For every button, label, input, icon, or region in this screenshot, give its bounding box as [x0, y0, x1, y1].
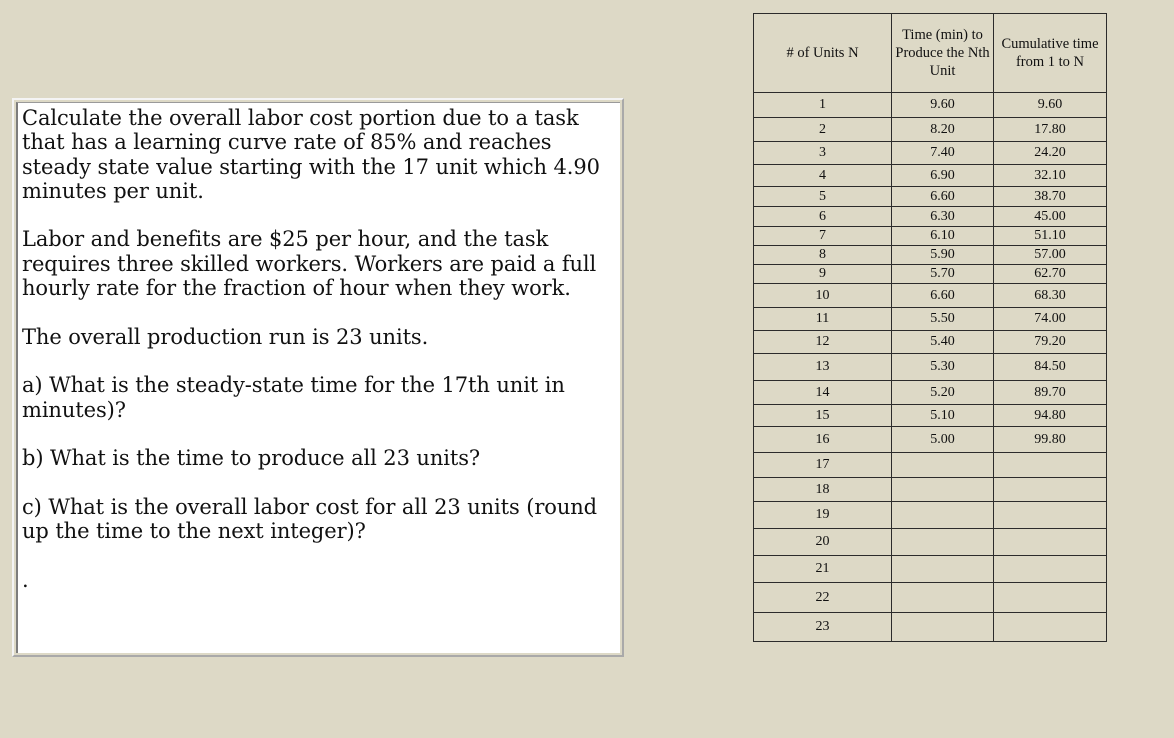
table-row — [754, 613, 1107, 642]
cell-unit-time: 5.30 — [892, 354, 994, 381]
problem-paragraph-intro: Calculate the overall labor cost portion due to a task that has a learning curve rate of 85% and reaches steady state value starting with the 17 unit which 4.90 minutes per unit. — [22, 106, 600, 203]
cell-unit-number: 8 — [754, 246, 892, 265]
question-b: b) What is the time to produce all 23 units? — [22, 446, 481, 471]
cell-cumulative-time: 57.00 — [994, 246, 1107, 265]
trailing-period: . — [22, 567, 29, 592]
cell-unit-time: 8.20 — [892, 118, 994, 142]
cell-unit-time: 6.30 — [892, 207, 994, 227]
cell-unit-number: 23 — [754, 613, 892, 642]
problem-paragraph-run: The overall production run is 23 units. — [22, 324, 429, 349]
cell-cumulative-time — [994, 556, 1107, 583]
cell-cumulative-time: 84.50 — [994, 354, 1107, 381]
cell-cumulative-time: 79.20 — [994, 331, 1107, 354]
header-units: # of Units N — [754, 14, 892, 93]
cell-unit-number: 5 — [754, 187, 892, 207]
cell-unit-time — [892, 478, 994, 502]
cell-unit-number: 3 — [754, 142, 892, 165]
cell-unit-number: 11 — [754, 308, 892, 331]
cell-unit-number: 6 — [754, 207, 892, 227]
cell-cumulative-time — [994, 613, 1107, 642]
cell-cumulative-time: 89.70 — [994, 381, 1107, 405]
cell-unit-time: 7.40 — [892, 142, 994, 165]
cell-unit-time — [892, 556, 994, 583]
cell-unit-number: 1 — [754, 93, 892, 118]
cell-unit-number: 12 — [754, 331, 892, 354]
table-body — [754, 93, 1107, 642]
table-row — [754, 165, 1107, 187]
cell-unit-time: 5.40 — [892, 331, 994, 354]
problem-text — [16, 102, 620, 653]
cell-cumulative-time — [994, 583, 1107, 613]
cell-cumulative-time: 38.70 — [994, 187, 1107, 207]
cell-cumulative-time: 94.80 — [994, 405, 1107, 427]
cell-unit-time: 6.60 — [892, 187, 994, 207]
table-row — [754, 478, 1107, 502]
cell-cumulative-time: 74.00 — [994, 308, 1107, 331]
table-row — [754, 354, 1107, 381]
table-row — [754, 207, 1107, 227]
cell-cumulative-time: 9.60 — [994, 93, 1107, 118]
table-row — [754, 405, 1107, 427]
table-row — [754, 529, 1107, 556]
cell-unit-number: 4 — [754, 165, 892, 187]
cell-unit-time: 5.90 — [892, 246, 994, 265]
table-row — [754, 427, 1107, 453]
question-c: c) What is the overall labor cost for all 23 units (round up the time to the next integer)? — [22, 494, 598, 544]
cell-cumulative-time — [994, 529, 1107, 556]
cell-unit-number: 19 — [754, 502, 892, 529]
header-cumulative-time: Cumulative time from 1 to N — [994, 14, 1107, 93]
cell-cumulative-time: 17.80 — [994, 118, 1107, 142]
cell-cumulative-time: 24.20 — [994, 142, 1107, 165]
table-row — [754, 331, 1107, 354]
cell-unit-number: 20 — [754, 529, 892, 556]
cell-unit-time — [892, 502, 994, 529]
cell-unit-number: 16 — [754, 427, 892, 453]
table-row — [754, 187, 1107, 207]
cell-unit-number: 17 — [754, 453, 892, 478]
cell-unit-number: 22 — [754, 583, 892, 613]
cell-unit-number: 13 — [754, 354, 892, 381]
cell-cumulative-time: 62.70 — [994, 265, 1107, 284]
table-header-row — [754, 14, 1107, 93]
table-row — [754, 556, 1107, 583]
table-row — [754, 308, 1107, 331]
cell-cumulative-time: 68.30 — [994, 284, 1107, 308]
cell-unit-time: 6.60 — [892, 284, 994, 308]
cell-cumulative-time: 45.00 — [994, 207, 1107, 227]
cell-unit-time: 9.60 — [892, 93, 994, 118]
cell-unit-number: 21 — [754, 556, 892, 583]
cell-cumulative-time: 32.10 — [994, 165, 1107, 187]
question-a: a) What is the steady-state time for the 17th unit in minutes)? — [22, 373, 565, 422]
cell-unit-number: 18 — [754, 478, 892, 502]
cell-unit-time: 5.10 — [892, 405, 994, 427]
table-row — [754, 583, 1107, 613]
cell-unit-number: 9 — [754, 265, 892, 284]
table-row — [754, 381, 1107, 405]
table-row — [754, 265, 1107, 284]
table-row — [754, 93, 1107, 118]
cell-unit-time: 6.90 — [892, 165, 994, 187]
table-row — [754, 284, 1107, 308]
table-row — [754, 246, 1107, 265]
cell-unit-time — [892, 453, 994, 478]
cell-unit-number: 2 — [754, 118, 892, 142]
cell-unit-time — [892, 583, 994, 613]
cell-cumulative-time — [994, 453, 1107, 478]
problem-textarea[interactable] — [12, 98, 624, 657]
cell-unit-number: 10 — [754, 284, 892, 308]
table-row — [754, 142, 1107, 165]
cell-unit-time: 5.00 — [892, 427, 994, 453]
table-row — [754, 118, 1107, 142]
cell-cumulative-time — [994, 502, 1107, 529]
cell-cumulative-time: 51.10 — [994, 227, 1107, 246]
cell-unit-time — [892, 529, 994, 556]
learning-curve-table — [753, 13, 1107, 642]
cell-unit-number: 15 — [754, 405, 892, 427]
problem-paragraph-labor: Labor and benefits are $25 per hour, and the task requires three skilled workers. Workers are paid a full hourly rate for the fraction of hour when they work. — [22, 227, 597, 301]
cell-unit-number: 14 — [754, 381, 892, 405]
table-row — [754, 227, 1107, 246]
cell-unit-number: 7 — [754, 227, 892, 246]
cell-unit-time: 5.50 — [892, 308, 994, 331]
table-row — [754, 453, 1107, 478]
cell-cumulative-time: 99.80 — [994, 427, 1107, 453]
cell-unit-time: 6.10 — [892, 227, 994, 246]
header-unit-time: Time (min) to Produce the Nth Unit — [892, 14, 994, 93]
cell-unit-time: 5.20 — [892, 381, 994, 405]
table-row — [754, 502, 1107, 529]
cell-unit-time: 5.70 — [892, 265, 994, 284]
cell-cumulative-time — [994, 478, 1107, 502]
cell-unit-time — [892, 613, 994, 642]
